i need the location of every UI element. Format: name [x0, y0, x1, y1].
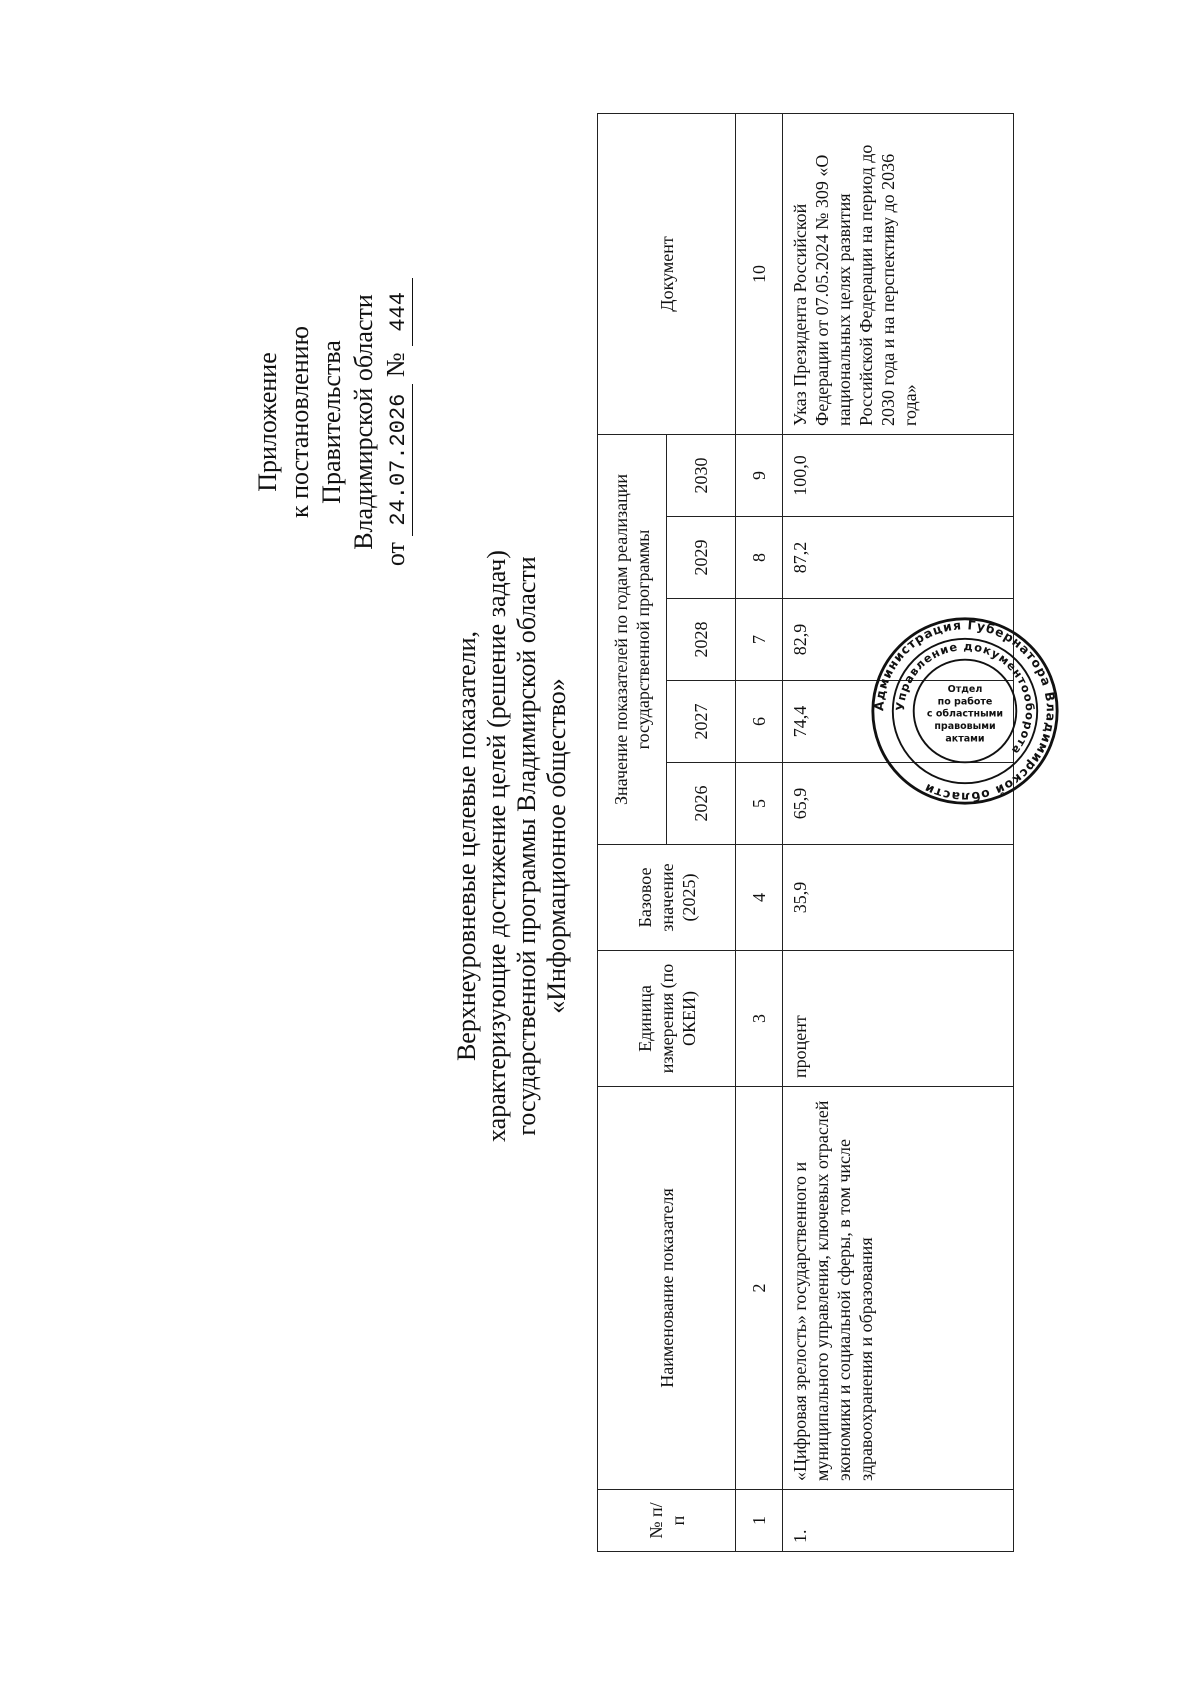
col-number: 6: [736, 681, 783, 763]
header-unit: Единица измерения (по ОКЕИ): [598, 951, 736, 1087]
col-number: 3: [736, 951, 783, 1087]
stamp-outer-textpath: Администрация Губернатора Владимирской области: [872, 618, 1058, 804]
header-year: 2028: [667, 599, 736, 681]
row-document: Указ Президента Российской Федерации от 07.05.2024 № 309 «О национальных целях развития Российской Федерации на период до 2030 года и на перспективу до 2036 года»: [783, 113, 1014, 434]
header-row-1: [598, 113, 667, 1551]
stamp-center-line-1: Отдел: [947, 684, 983, 695]
indicators-table-wrap: [597, 114, 1014, 1552]
row-year-value: 100,0: [783, 434, 1014, 516]
row-base-value: 35,9: [783, 845, 1014, 951]
title-line-4: «Информационное общество»: [542, 678, 571, 1014]
col-number: 1: [736, 1490, 783, 1552]
rotated-page: [80, 66, 1120, 1626]
decree-date: 24.07.2026: [386, 384, 413, 536]
col-number: 5: [736, 763, 783, 845]
row-year-value: 82,9: [783, 599, 1014, 681]
row-year-value: 74,4: [783, 681, 1014, 763]
appendix-line-2: к постановлению: [285, 325, 314, 519]
decree-number: 444: [386, 278, 413, 346]
number-sign: №: [381, 352, 410, 378]
indicators-table: [597, 113, 1014, 1552]
document-title: [452, 66, 572, 1626]
header-year: 2027: [667, 681, 736, 763]
header-year: 2026: [667, 763, 736, 845]
header-year: 2029: [667, 517, 736, 599]
col-number: 9: [736, 434, 783, 516]
header-years-group: Значение показателей по годам реализации государственной программы: [598, 434, 667, 844]
column-numbers-row: [736, 113, 783, 1551]
stamp-ring-textpath: Управление документооборота: [893, 639, 1037, 758]
stamp-center-line-3: с областными: [926, 708, 1004, 720]
stamp-center-line-4: правовыми: [934, 721, 996, 733]
header-num: № п/п: [598, 1490, 736, 1552]
row-indicator-name: «Цифровая зрелость» государственного и муниципального управления, ключевых отраслей экономики и социальной сферы, в том числе здравоохранения и образования: [783, 1087, 1014, 1490]
stamp-center-line-2: по работе: [937, 696, 993, 708]
table-row: [783, 113, 1014, 1551]
official-stamp: [870, 616, 1060, 806]
row-year-value: 65,9: [783, 763, 1014, 845]
title-line-3: государственной программы Владимирской области: [512, 556, 541, 1136]
row-year-value: 87,2: [783, 517, 1014, 599]
header-document: Документ: [598, 113, 736, 434]
title-line-1: Верхнеуровневые целевые показатели,: [452, 630, 481, 1062]
col-number: 8: [736, 517, 783, 599]
appendix-line-3: Правительства: [317, 340, 346, 504]
row-unit: процент: [783, 951, 1014, 1087]
col-number: 2: [736, 1087, 783, 1490]
appendix-line-4: Владимирской области: [349, 294, 378, 550]
row-num: 1.: [783, 1490, 1014, 1552]
col-number: 7: [736, 599, 783, 681]
stamp-center-line-5: актами: [945, 733, 985, 745]
col-number: 10: [736, 113, 783, 434]
appendix-date-line: [380, 192, 413, 652]
appendix-line-1: Приложение: [253, 352, 282, 492]
header-name: Наименование показателя: [598, 1087, 736, 1490]
col-number: 4: [736, 845, 783, 951]
header-base: Базовое значение (2025): [598, 845, 736, 951]
from-prefix: от: [381, 542, 410, 567]
appendix-header: [252, 192, 413, 652]
header-year: 2030: [667, 434, 736, 516]
title-line-2: характеризующие достижение целей (решение задач): [482, 550, 511, 1142]
